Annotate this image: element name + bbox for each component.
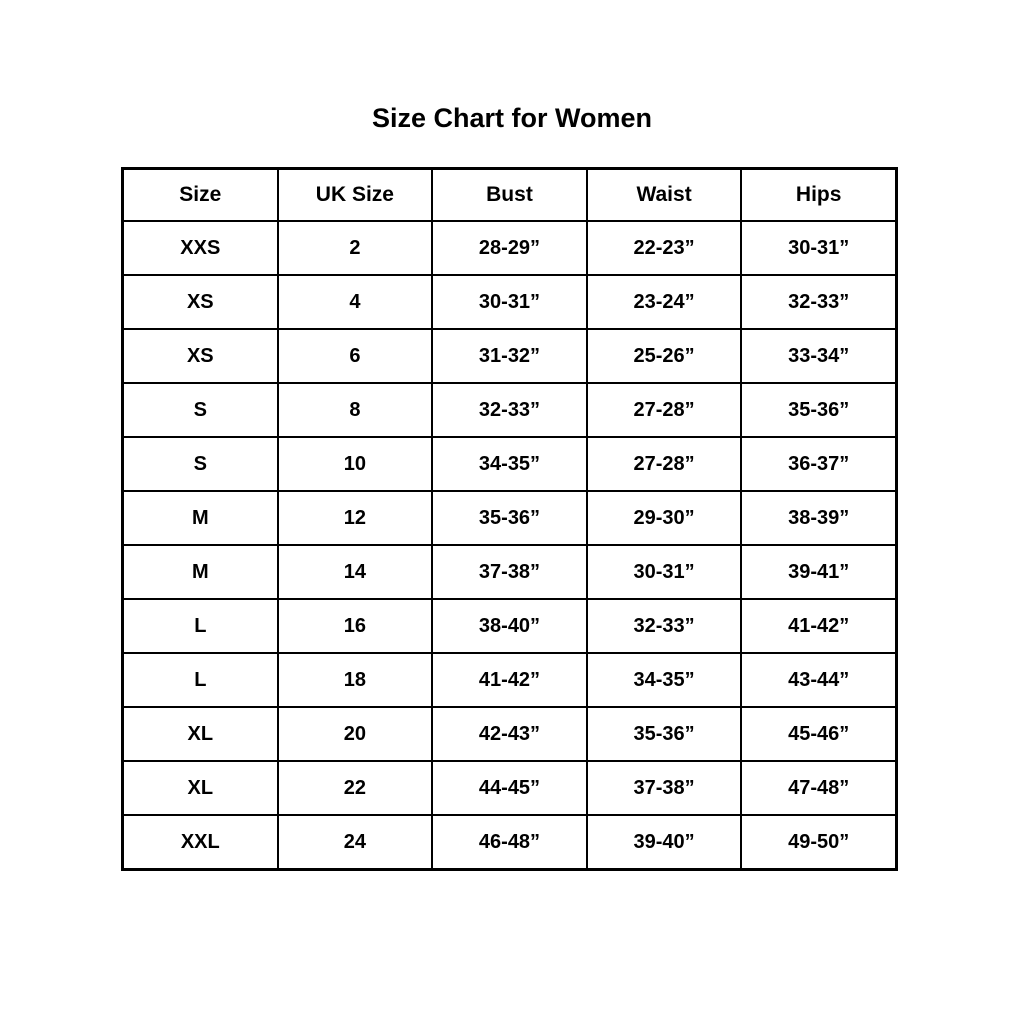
table-row (123, 815, 897, 870)
table-cell: 22 (278, 761, 433, 815)
table-cell: 30-31” (741, 221, 896, 275)
table-cell: 33-34” (741, 329, 896, 383)
table-cell: 38-40” (432, 599, 587, 653)
table-row (123, 545, 897, 599)
table-cell: 4 (278, 275, 433, 329)
table-cell: 41-42” (741, 599, 896, 653)
table-cell: 32-33” (741, 275, 896, 329)
table-cell: 12 (278, 491, 433, 545)
table-cell: 30-31” (432, 275, 587, 329)
table-cell: 35-36” (741, 383, 896, 437)
table-cell: 28-29” (432, 221, 587, 275)
table-cell: XS (123, 275, 278, 329)
table-row (123, 599, 897, 653)
table-cell: L (123, 599, 278, 653)
table-cell: 31-32” (432, 329, 587, 383)
column-header: Size (123, 169, 278, 222)
table-cell: L (123, 653, 278, 707)
table-header-row (123, 169, 897, 222)
table-cell: 36-37” (741, 437, 896, 491)
column-header: UK Size (278, 169, 433, 222)
table-cell: XS (123, 329, 278, 383)
table-cell: 25-26” (587, 329, 742, 383)
table-cell: 43-44” (741, 653, 896, 707)
table-row (123, 221, 897, 275)
table-cell: 39-40” (587, 815, 742, 870)
table-cell: S (123, 437, 278, 491)
table-row (123, 383, 897, 437)
table-cell: 32-33” (432, 383, 587, 437)
table-cell: 32-33” (587, 599, 742, 653)
table-cell: 2 (278, 221, 433, 275)
table-body (123, 221, 897, 870)
column-header: Hips (741, 169, 896, 222)
table-cell: 35-36” (432, 491, 587, 545)
table-cell: 27-28” (587, 437, 742, 491)
table-row (123, 761, 897, 815)
table-header (123, 169, 897, 222)
table-cell: 29-30” (587, 491, 742, 545)
table-row (123, 437, 897, 491)
table-cell: 49-50” (741, 815, 896, 870)
table-cell: 24 (278, 815, 433, 870)
table-cell: 27-28” (587, 383, 742, 437)
table-cell: 10 (278, 437, 433, 491)
table-cell: 20 (278, 707, 433, 761)
table-cell: 42-43” (432, 707, 587, 761)
table-cell: 47-48” (741, 761, 896, 815)
table-cell: XL (123, 761, 278, 815)
table-cell: M (123, 491, 278, 545)
table-cell: 37-38” (587, 761, 742, 815)
table-cell: 35-36” (587, 707, 742, 761)
table-cell: 41-42” (432, 653, 587, 707)
size-chart-table (121, 167, 898, 871)
table-row (123, 329, 897, 383)
table-cell: 18 (278, 653, 433, 707)
table-cell: XXL (123, 815, 278, 870)
table-cell: 22-23” (587, 221, 742, 275)
table-cell: 38-39” (741, 491, 896, 545)
table-cell: 45-46” (741, 707, 896, 761)
table-row (123, 653, 897, 707)
table-cell: 34-35” (587, 653, 742, 707)
table-cell: 44-45” (432, 761, 587, 815)
table-cell: 23-24” (587, 275, 742, 329)
table-cell: 30-31” (587, 545, 742, 599)
table-row (123, 491, 897, 545)
table-cell: 39-41” (741, 545, 896, 599)
table-cell: M (123, 545, 278, 599)
column-header: Bust (432, 169, 587, 222)
table-cell: 8 (278, 383, 433, 437)
table-cell: 14 (278, 545, 433, 599)
table-cell: XL (123, 707, 278, 761)
table-cell: XXS (123, 221, 278, 275)
page-title: Size Chart for Women (371, 103, 653, 133)
table-cell: S (123, 383, 278, 437)
table-cell: 46-48” (432, 815, 587, 870)
table-row (123, 707, 897, 761)
table-cell: 16 (278, 599, 433, 653)
table-cell: 6 (278, 329, 433, 383)
table-cell: 34-35” (432, 437, 587, 491)
table-cell: 37-38” (432, 545, 587, 599)
column-header: Waist (587, 169, 742, 222)
table-row (123, 275, 897, 329)
